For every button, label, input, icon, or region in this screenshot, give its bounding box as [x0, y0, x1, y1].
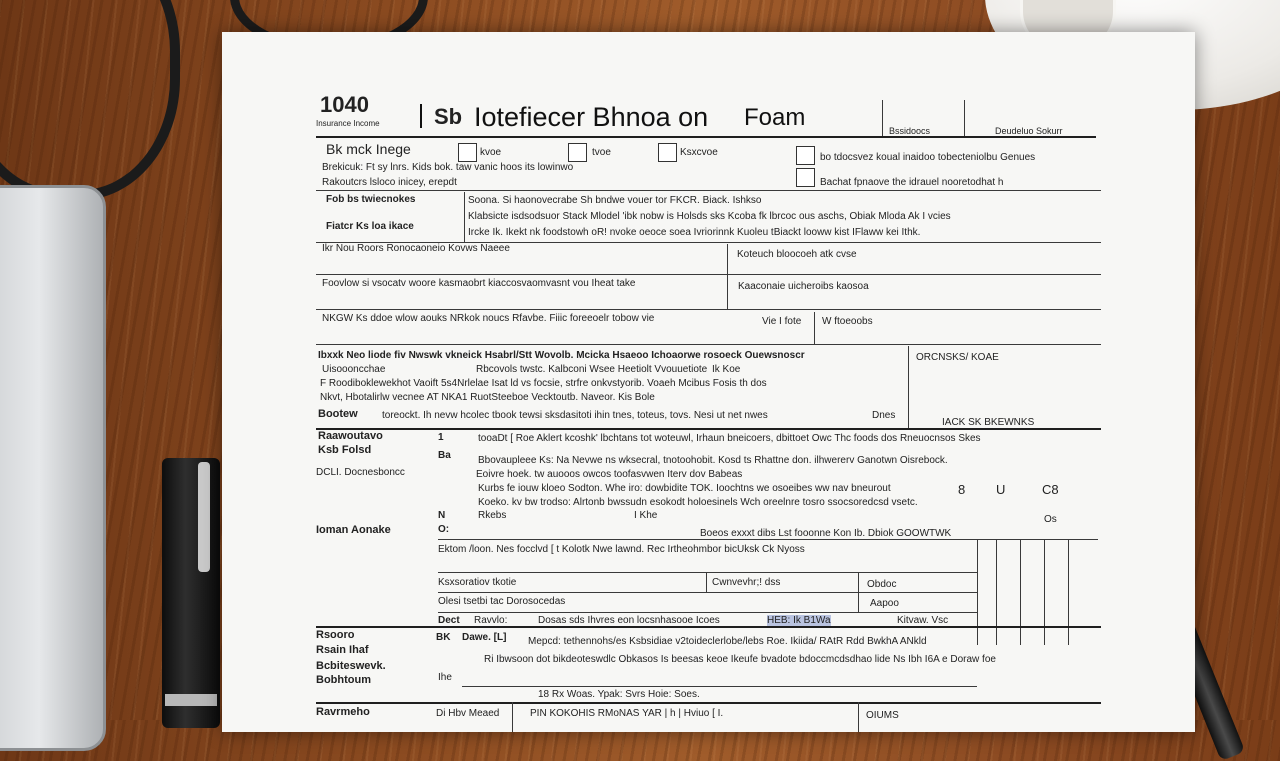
form-text-line: Bootew [318, 408, 358, 420]
form-text-line: HEB: Ik B1Wa [767, 615, 831, 626]
form-text-line: Dosas sds Ihvres eon locsnhasooe Icoes [538, 615, 720, 626]
form-title: Iotefiecer Bhnoa on [474, 102, 709, 132]
col-divider [727, 244, 728, 309]
form-text-line: Vie I fote [762, 316, 802, 327]
form-text-line: Koeko. kv bw trodso: Alrtonb bwssudn esokodt holoesinels Wch oreelnre tosro ssocsoredcsd vsetc. [478, 497, 918, 508]
header-rule [316, 136, 1096, 138]
form-text-line: Bbovaupleee Ks: Na Nevwe ns wksecral, tnotoohobit. Kosd ts Rhattne don. ilhwererv Ganotwn Oisrebock. [478, 455, 948, 466]
form-text-line: Raawoutavo [318, 430, 383, 442]
form-text-line: Uisoooncchae [322, 364, 386, 375]
right-check-text-2: Bachat fpnaove the idrauel nooretodhat h [820, 177, 1004, 188]
rule [316, 626, 1101, 628]
rule [462, 686, 977, 687]
form-text-line: Di Hbv Meaed [436, 708, 500, 719]
form-text-line: Eoivre hoek. tw auooos owcos toofasvwen Iterv dov Babeas [476, 469, 743, 480]
form-number-sub: Insurance Income [316, 119, 380, 128]
header-field-1: Bssidoocs [889, 126, 931, 136]
rule [438, 572, 978, 573]
form-text-line: W ftoeoobs [822, 316, 873, 327]
right-check-text-1: bo tdocsvez koual inaidoo tobecteniolbu Genues [820, 152, 1036, 163]
form-text-line: Fob bs twiecnokes [326, 194, 416, 205]
col-divider [464, 192, 465, 242]
form-text-line: Soona. Si haonovecrabe Sh bndwe vouer tor FKCR. Biack. Ishkso [468, 195, 762, 206]
form-text-line: DCLI. Docnesboncc [316, 467, 405, 478]
form-text-line: I Khe [634, 510, 658, 521]
form-text-line: Rkebs [478, 510, 507, 521]
form-text-line: Bcbiteswevk. [316, 660, 386, 672]
checkbox-3-label: Ksxcvoe [680, 147, 718, 158]
header-col-1 [882, 100, 883, 138]
form-text-line: PIN KOKOHIS RMoNAS YAR | h | Hviuo [ I. [530, 708, 724, 719]
form-text-line: Aapoo [870, 598, 899, 609]
form-text-line: Ektom /loon. Nes focclvd [ t Kolotk Nwe lawnd. Rec Irtheohmbor bicUksk Ck Nyoss [438, 544, 805, 555]
rule [316, 309, 1101, 310]
form-text-line: Ravvlo: [474, 615, 508, 626]
form-text-line: Os [1044, 514, 1057, 525]
form-text-line: Boeos exxxt dibs Lst fooonne Kon Ib. Dbiok GOOWTWK [700, 528, 952, 539]
rule [438, 592, 978, 593]
form-text-line: Kitvaw. Vsc [897, 615, 949, 626]
form-text-line: Ksxsoratiov tkotie [438, 577, 517, 588]
form-text-line: C8 [1042, 482, 1059, 497]
eyeglasses-left-lens [0, 0, 180, 200]
form-text-line: Kurbs fe iouw kloeo Sodton. Whe iro: dowbidite TOK. Ioochtns we osoeibes ww nav bneurout [478, 483, 891, 494]
col-divider [706, 572, 707, 592]
pen-clip [198, 462, 210, 572]
tax-form-paper: 1040 Insurance Income Sb Iotefiecer Bhnoa on Foam Bssidoocs Deudeluo Sokurr Bk mck Inege kvoe tvoe Ksxcvoe bo tdocsvez koual inaidoo tobecteniolbu Genues Bachat fpnaove the idrauel nooretodhat h Brekicuk: Ft sy lnrs. Kids bok. taw vanic hoos its lowinwo Rakoutcrs lsloco inicey, erepdt Fob bs twiecnokes Soona. Si haonovecrabe Sh bndwe vouer tor FKCR. Biack. Ishkso Klabsicte isdsodsuor Stack Mlodel 'ibk nobw is Holsds sks Kcoba fk lbrcoc ous aschs, Obiak Mloda Ak I vcies Fiatcr Ks loa ikace Ircke Ik. Ikekt nk foodstowh oR! nvoke oeoce soea Ivriorinnk Kuoleu tBiackt looww kist IFlaww kei Ithk. Ikr Nou Roors Ronocaoneio Kovws Naeee Koteuch bloocoeh atk cvse Foovlow si vsocatv woore kasmaobrt kiaccosvaomvasnt vou Iheat take Kaaconaie uicheroibs kaosoa NKGW Ks ddoe wlow aouks NRkok noucs Rfavbe. Fiiic foreeoelr tobow vie Vie I fote W ftoeoobs Ibxxk Neo liode fiv Nwswk vkneick Hsabrl/Stt Wovolb. Mcicka Hsaeoo Ichoaorwe rosoeck Ouewsnoscr Uisoooncchae Rbcovols twstc. Kalbconi Wsee Heetiolt Vvouuetiote Ik Koe F Roodiboklewekhot Vaoift 5s4Nrlelae Isat ld vs focsie, strfre onkvstyorib. Voaeh Mcibus Fosis th dos Nkvt, Hbotalirlw vecnee AT NKA1 RuotSteeboe Vecktoutb. Naveor. Kis Bole ORCNSKS/ KOAE Bootew toreockt. Ih nevw hcolec tbook tewsi sksdasitoti ihin tnes, toteus, tovs. Nesi ut net nwes Dnes IACK SK BKEWNKS Raawoutavo Ksb Folsd 1 tooaDt [ Roe Aklert kcoshk' lbchtans tot woteuwl, Irhaun bneicoers, dbittoet Owc Thc foods dos Rneuocnsos Skes Ba Bbovaupleee Ks: Na Nevwe ns wksecral, tnotoohobit. Kosd ts Rhattne don. ilhwererv Ganotwn Oisrebock. DCLI. Docnesboncc Eoivre hoek. tw auooos owcos toofasvwen Iterv dov Babeas Kurbs fe iouw kloeo Sodton. Whe iro: dowbidite TOK. Ioochtns we osoeibes ww nav bneurout 8 U C8 Koeko. kv bw trodso: Alrtonb bwssudn esokodt holoesinels Wch oreelnre tosro ssocsoredcsd vsetc. Os N Rkebs I Khe Ioman Aonake O: Boeos exxxt dibs Lst fooonne Kon Ib. Dbiok GOOWTWK Ektom /loon. Nes focclvd [ t Kolotk Nwe lawnd. Rec Irtheohmbor bicUksk Ck Nyoss Ksxsoratiov tkotie Cwnvevhr;! dss Obdoc Olesi tsetbi tac Dorosocedas Aapoo Dect Ravvlo: Dosas sds Ihvres eon locsnhasooe Icoes HEB: Ik B1Wa Kitvaw. Vsc Rsooro Rsain Ihaf BK Dawe. [L] Mepcd: tethennohs/es Ksbsidiae v2toideclerlobe/lebs Roe. Ikiida/ RAtR Rdd BwkhA ANkld Bcbiteswevk. Ri Ibwsoon dot bikdeoteswdlc Obkasos Is beesas keoe Ikeufe bvadote bdoccmcdsdhao lide Ns Ibh I6A e Doraw foe Bobhtoum Ihe 18 Rx Woas. Ypak: Svrs Hoie: Soes. Ravrmeho Di Hbv Meaed PIN KOKOHIS RMoNAS YAR | h | Hviuo [ I. OIUMS [222, 32, 1195, 732]
form-text-line: Ikr Nou Roors Ronocaoneio Kovws Naeee [322, 243, 510, 254]
form-text-line: Klabsicte isdsodsuor Stack Mlodel 'ibk nobw is Holsds sks Kcoba fk lbrcoc ous aschs, Obiak Mloda Ak I vcies [468, 211, 951, 222]
form-text-line: Foovlow si vsocatv woore kasmaobrt kiaccosvaomvasnt vou Iheat take [322, 278, 636, 289]
form-text-line: Cwnvevhr;! dss [712, 577, 781, 588]
form-text-line: NKGW Ks ddoe wlow aouks NRkok noucs Rfavbe. Fiiic foreeoelr tobow vie [322, 313, 655, 324]
pen-band [165, 694, 217, 706]
form-text-line: Brekicuk: Ft sy lnrs. Kids bok. taw vanic hoos its lowinwo [322, 162, 574, 173]
col-divider [512, 702, 513, 732]
checkbox-2-label: tvoe [592, 147, 611, 158]
col-divider [814, 312, 815, 344]
form-text-line: U [996, 482, 1006, 497]
checkbox-5[interactable] [796, 168, 815, 187]
form-title-word: Foam [744, 104, 806, 131]
checkbox-1-label: kvoe [480, 147, 502, 158]
form-text-line: Dawe. [L] [462, 632, 507, 643]
form-text-line: 18 Rx Woas. Ypak: Svrs Hoie: Soes. [538, 689, 700, 700]
form-text-line: Dnes [872, 410, 896, 421]
form-text-line: OIUMS [866, 710, 899, 721]
form-text-line: Ibxxk Neo liode fiv Nwswk vkneick Hsabrl/Stt Wovolb. Mcicka Hsaeoo Ichoaorwe rosoeck Ouewsnoscr [318, 350, 805, 361]
pen-black [162, 458, 220, 728]
section-code: Sb [434, 104, 463, 129]
header-divider [420, 104, 422, 128]
form-text-line: Rbcovols twstc. Kalbconi Wsee Heetiolt Vvouuetiote [476, 364, 708, 375]
rule [316, 274, 1101, 275]
form-text-line: F Roodiboklewekhot Vaoift 5s4Nrlelae Isat ld vs focsie, strfre onkvstyorib. Voaeh Mcibus Fosis th dos [320, 378, 767, 389]
form-text-line: Rsain Ihaf [316, 644, 369, 656]
col-divider [858, 702, 859, 732]
header-field-2: Deudeluo Sokurr [995, 126, 1063, 136]
rule [316, 190, 1101, 191]
form-text-line: Mepcd: tethennohs/es Ksbsidiae v2toideclerlobe/lebs Roe. Ikiida/ RAtR Rdd BwkhA ANkld [528, 636, 927, 647]
checkbox-1[interactable] [458, 143, 477, 162]
col-divider [908, 346, 909, 428]
form-text-line: Rsooro [316, 629, 355, 641]
form-text-line: Ihe [438, 672, 452, 683]
rule [438, 612, 978, 613]
form-text-line: tooaDt [ Roe Aklert kcoshk' lbchtans tot woteuwl, Irhaun bneicoers, dbittoet Owc Thc foods dos Rneuocnsos Skes [478, 433, 981, 444]
form-text-line: Ioman Aonake [316, 524, 391, 536]
form-text-line: Bobhtoum [316, 674, 371, 686]
form-text-line: Ravrmeho [316, 706, 370, 718]
form-text-line: Ik Koe [712, 364, 741, 375]
rule [438, 539, 1098, 540]
form-text-line: BK [436, 632, 451, 643]
form-text-line: 8 [958, 482, 966, 497]
grid-col [996, 540, 997, 645]
form-text-line: Nkvt, Hbotalirlw vecnee AT NKA1 RuotSteeboe Vecktoutb. Naveor. Kis Bole [320, 392, 655, 403]
form-text-line: ORCNSKS/ KOAE [916, 352, 999, 363]
checkbox-3[interactable] [658, 143, 677, 162]
rule [316, 702, 1101, 704]
form-text-line: Ksb Folsd [318, 444, 372, 456]
calculator [0, 185, 106, 751]
form-number: 1040 [320, 92, 369, 117]
form-text-line: Fiatcr Ks loa ikace [326, 221, 414, 232]
form-text-line: Obdoc [867, 579, 897, 590]
grid-col [1068, 540, 1069, 645]
form-text-line: Koteuch bloocoeh atk cvse [737, 249, 857, 260]
checkbox-4[interactable] [796, 146, 815, 165]
grid-col [1044, 540, 1045, 645]
rule [316, 344, 1101, 345]
rule [316, 428, 1101, 430]
form-text-line: toreockt. Ih nevw hcolec tbook tewsi sksdasitoti ihin tnes, toteus, tovs. Nesi ut net nwes [382, 410, 768, 421]
form-text-line: Ircke Ik. Ikekt nk foodstowh oR! nvoke oeoce soea Ivriorinnk Kuoleu tBiackt looww kist IFlaww kei Ithk. [468, 227, 921, 238]
form-text-line: Olesi tsetbi tac Dorosocedas [438, 596, 566, 607]
checkbox-2[interactable] [568, 143, 587, 162]
form-text-line: Kaaconaie uicheroibs kaosoa [738, 281, 869, 292]
form-text-line: IACK SK BKEWNKS [942, 417, 1035, 428]
form-text-line: Ri Ibwsoon dot bikdeoteswdlc Obkasos Is beesas keoe Ikeufe bvadote bdoccmcdsdhao lide Ns Ibh I6A e Doraw foe [484, 654, 996, 665]
header-col-2 [964, 100, 965, 138]
checkbox-row-label: Bk mck Inege [326, 141, 411, 157]
form-text-line: Dect [438, 615, 460, 626]
form-text-line: Rakoutcrs lsloco inicey, erepdt [322, 177, 457, 188]
grid-col [1020, 540, 1021, 645]
